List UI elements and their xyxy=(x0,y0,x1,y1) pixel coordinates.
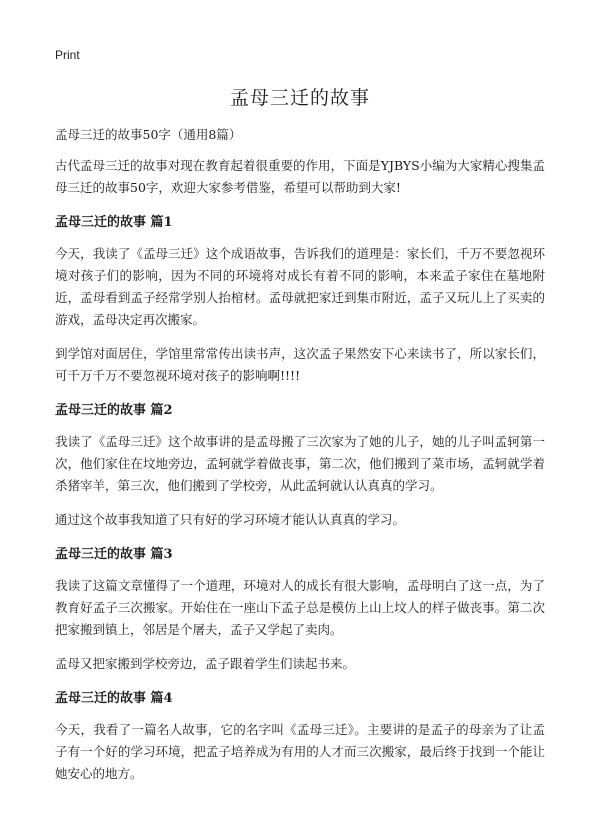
intro-paragraph: 古代孟母三迁的故事对现在教育起着很重要的作用，下面是YJBYS小编为大家精心搜集孟母三迁的故事50字，欢迎大家参考借鉴，希望可以帮助到大家! xyxy=(55,158,545,195)
section-3 xyxy=(55,545,545,675)
section-paragraph: 到学馆对面居住，学馆里常常传出读书声，这次孟子果然安下心来读书了，所以家长们，可千万千万不要忽视环境对孩子的影响啊!!!! xyxy=(55,346,545,383)
section-paragraph: 我读了这篇文章懂得了一个道理，环境对人的成长有很大影响，孟母明白了这一点，为了教育好孟子三次搬家。开始住在一座山下孟子总是模仿上山上坟人的样子做丧事。第二次把家搬到镇上，邻居是个屠夫，孟子又学起了卖肉。 xyxy=(55,578,545,637)
section-paragraph: 我读了《孟母三迁》这个故事讲的是孟母搬了三次家为了她的儿子，她的儿子叫孟轲第一次，他们家住在坟地旁边，孟轲就学着做丧事，第二次，他们搬到了菜市场，孟轲就学着杀猪宰羊，第三次，他们搬到了学校旁，从此孟轲就认认真真的学习。 xyxy=(55,434,545,493)
section-paragraph: 通过这个故事我知道了只有好的学习环境才能认认真真的学习。 xyxy=(55,512,406,527)
section-heading: 孟母三迁的故事 篇3 xyxy=(55,547,173,562)
document-subtitle: 孟母三迁的故事50字（通用8篇） xyxy=(55,127,242,142)
section-heading: 孟母三迁的故事 篇4 xyxy=(55,691,173,706)
page-title: 孟母三迁的故事 xyxy=(229,87,370,109)
print-link[interactable]: Print xyxy=(55,48,80,62)
section-paragraph: 今天，我读了《孟母三迁》这个成语故事，告诉我们的道理是：家长们，千万不要忽视环境对孩子们的影响，因为不同的环境将对成长有着不同的影响，本来孟子家住在墓地附近，孟母看到孟子经常学别人抬棺材。孟母就把家迁到集市附近，孟子又玩儿上了买卖的游戏，孟母决定再次搬家。 xyxy=(55,246,545,327)
section-1 xyxy=(55,213,545,387)
section-4 xyxy=(55,689,545,785)
section-2 xyxy=(55,401,545,531)
section-heading: 孟母三迁的故事 篇1 xyxy=(55,215,173,230)
section-paragraph: 孟母又把家搬到学校旁边，孟子跟着学生们读起书来。 xyxy=(55,656,356,671)
section-heading: 孟母三迁的故事 篇2 xyxy=(55,403,173,418)
section-paragraph: 今天，我看了一篇名人故事，它的名字叫《孟母三迁》。主要讲的是孟子的母亲为了让孟子有一个好的学习环境，把孟子培养成为有用的人才而三次搬家，最后终于找到一个能让她安心的地方。 xyxy=(55,722,545,781)
